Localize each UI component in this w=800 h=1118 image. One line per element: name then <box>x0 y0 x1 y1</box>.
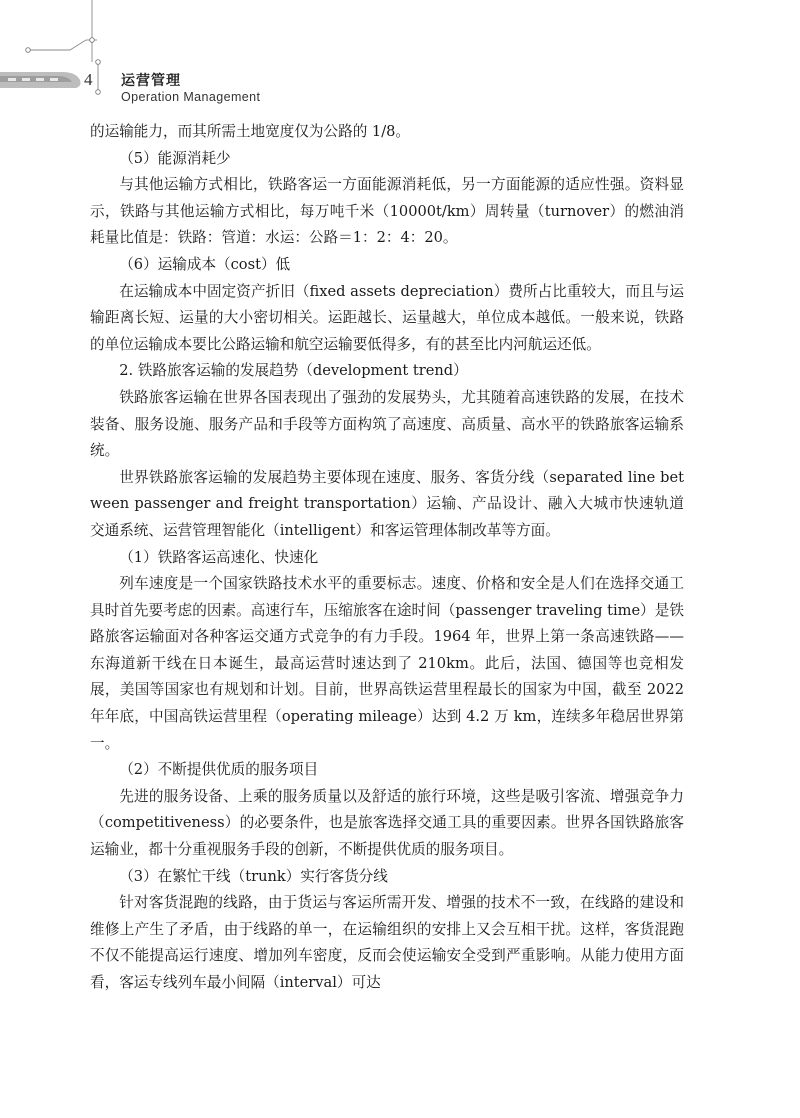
page-number: 4 <box>84 70 93 89</box>
section-heading: 2. 铁路旅客运输的发展趋势（development trend） <box>119 362 468 380</box>
paragraph: 世界铁路旅客运输的发展趋势主要体现在速度、服务、客货分线（separated line between passenger and freight transportation）运输、产品设计、融入大城市快速轨道交通系统、运营管理智能化（intelligent）和客运管理体制改革等方面。 <box>90 468 684 539</box>
train-icon <box>0 72 81 88</box>
chapter-title-en: Operation Management <box>121 90 261 104</box>
header-decoration <box>0 0 110 95</box>
paragraph: 铁路旅客运输在世界各国表现出了强劲的发展势头，尤其随着高速铁路的发展，在技术装备、服务设施、服务产品和手段等方面构筑了高速度、高质量、高水平的铁路旅客运输系统。 <box>90 388 684 460</box>
paragraph: 在运输成本中固定资产折旧（fixed assets depreciation）费所占比重较大，而且与运输距离长短、运量的大小密切相关。运距越长、运量越大，单位成本越低。一般来说，铁路的单位运输成本要比公路运输和航空运输要低得多，有的甚至比内河航运还低。 <box>90 282 684 353</box>
paragraph: 与其他运输方式相比，铁路客运一方面能源消耗低，另一方面能源的适应性强。资料显示，铁路与其他运输方式相比，每万吨千米（10000t/km）周转量（turnover）的燃油消耗量比值是：铁路：管道：水运：公路＝1：2：4：20。 <box>90 176 684 247</box>
section-heading: （2）不断提供优质的服务项目 <box>119 761 319 779</box>
paragraph-continuation: 的运输能力，而其所需土地宽度仅为公路的 1/8。 <box>90 123 411 140</box>
paragraph: 针对客货混跑的线路，由于货运与客运所需开发、增强的技术不一致，在线路的建设和维修上产生了矛盾，由于线路的单一，在运输组织的安排上又会互相干扰。这样，客货混跑不仅不能提高运行速度、增加列车密度，反而会使运输安全受到严重影响。从能力使用方面看，客运专线列车最小间隔（interval）可达 <box>90 894 684 991</box>
section-heading: （1）铁路客运高速化、快速化 <box>119 548 319 566</box>
body-text <box>90 119 684 997</box>
section-heading: （5）能源消耗少 <box>119 149 231 167</box>
paragraph: 列车速度是一个国家铁路技术水平的重要标志。速度、价格和安全是人们在选择交通工具时首先要考虑的因素。高速行车，压缩旅客在途时间（passenger traveling time）是铁路旅客运输面对各种客运交通方式竞争的有力手段。1964 年，世界上第一条高速铁路——东海道新干线在日本诞生，最高运营时速达到了 210km。此后，法国、德国等也竞相发展，美国等国家也有规划和计划。目前，世界高铁运营里程最长的国家为中国，截至 2022 年年底，中国高铁运营里程（operating mileage）达到 4.2 万 km，连续多年稳居世界第一。 <box>90 575 684 752</box>
section-heading: （6）运输成本（cost）低 <box>119 255 291 273</box>
chapter-title-cn: 运营管理 <box>121 73 181 89</box>
paragraph: 先进的服务设备、上乘的服务质量以及舒适的旅行环境，这些是吸引客流、增强竞争力（competitiveness）的必要条件，也是旅客选择交通工具的重要因素。世界各国铁路旅客运输业，都十分重视服务手段的创新，不断提供优质的服务项目。 <box>90 787 684 859</box>
section-heading: （3）在繁忙干线（trunk）实行客货分线 <box>119 867 388 885</box>
